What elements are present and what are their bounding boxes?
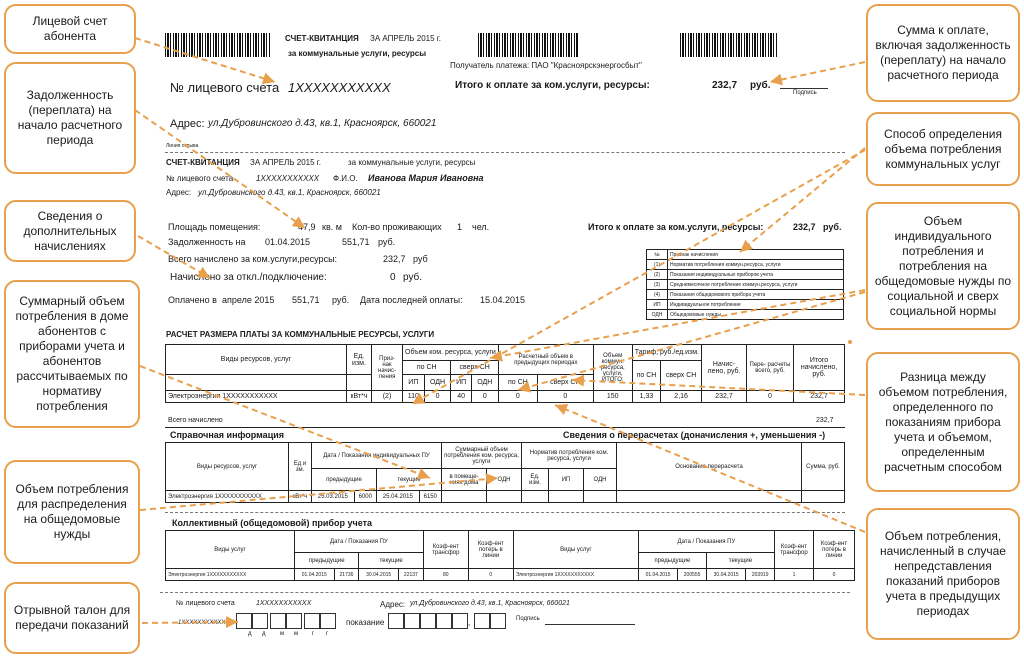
- legend-cell: (2): [647, 270, 668, 280]
- legend-table: [646, 249, 844, 320]
- reading-box-4[interactable]: [436, 613, 452, 629]
- disconnect-label: Начислено за откл./подключение:: [170, 272, 327, 283]
- coll-h-curr2: текущие: [706, 553, 774, 569]
- stub-account-value: 1XXXXXXXXXXX: [256, 600, 312, 607]
- coll-h-curr: текущие: [359, 553, 423, 569]
- calc-h-prev: Расчетный объем в предыдущих периодах: [498, 345, 593, 375]
- disconnect-unit: руб.: [403, 272, 423, 283]
- stub-account-label: № лицевого счета: [176, 600, 235, 607]
- calc-cell: кВт*ч: [347, 391, 372, 403]
- coll-h-prev2: предыдущие: [638, 553, 706, 569]
- info-total-unit: руб.: [823, 222, 842, 232]
- calc-h-sn: по СН: [498, 375, 537, 391]
- ref-cell: [584, 491, 617, 503]
- coll-h-loss2: Коэф-ент потерь в линии: [814, 531, 855, 569]
- second-title: СЧЕТ-КВИТАНЦИЯ: [166, 158, 240, 167]
- area-label: Площадь помещения:: [168, 222, 261, 232]
- header-subtitle: за коммунальные услуги, ресурсы: [288, 49, 427, 58]
- second-subtitle: за коммунальные услуги, ресурсы: [348, 158, 476, 167]
- calc-cell: 0: [424, 391, 451, 403]
- calc-h-ip: ИП: [403, 375, 425, 391]
- payee: Получатель платежа: ПАО "Красноярскэнергосбыт": [450, 61, 642, 70]
- year-box-1[interactable]: [304, 613, 320, 629]
- legend-cell: Общедомовые нужды: [668, 310, 844, 320]
- ref-cell: [442, 491, 487, 503]
- calc-h-total-vol: Объем коммун. ресурса, услуги, ИТОГО:: [593, 345, 632, 391]
- calc-h-unit: Ед. изм.: [347, 345, 372, 375]
- arrow-7: [770, 62, 865, 82]
- info-total-value: 232,7: [793, 222, 816, 232]
- legend-cell: Среднемесячное потребление коммун.ресурса, услуги: [668, 280, 844, 290]
- month-box-1[interactable]: [270, 613, 286, 629]
- callout-missing-readings: Объем потребления, начисленный в случае непредставления показаний приборов учета в предыдущих периодах: [866, 508, 1020, 640]
- fio-label: Ф.И.О.: [333, 174, 358, 183]
- callout-additional: Сведения о дополнительных начислениях: [4, 200, 136, 262]
- callout-debt: Задолженность (переплата) на начало расчетного периода: [4, 62, 136, 174]
- calc-h-total: Итого начислено, руб.: [794, 345, 845, 391]
- ref-h-prev: предыдущие: [312, 469, 377, 491]
- coll-h-dates: Дата / Показания ПУ: [295, 531, 424, 553]
- ref-cell: 25.03.2015: [312, 491, 355, 503]
- callout-account: Лицевой счет абонента: [4, 4, 136, 54]
- stub-signature: Подпись: [516, 616, 540, 622]
- charged-unit: руб: [413, 254, 428, 264]
- coll-h-prev: предыдущие: [295, 553, 359, 569]
- calc-cell: 40: [451, 391, 471, 403]
- second-account-value: 1XXXXXXXXXXX: [256, 174, 320, 183]
- coll-cell: 21736: [334, 569, 359, 581]
- section-divider: [165, 512, 845, 513]
- barcode-1: [165, 33, 270, 57]
- reading-box-5[interactable]: [452, 613, 471, 629]
- calc-h-volume: Объем ком. ресурса, услуги: [403, 345, 499, 361]
- ref-h-dates: Дата / Показания индивидуальных ПУ: [312, 443, 442, 469]
- day-label: д: [248, 631, 252, 637]
- debt-unit: руб.: [378, 237, 396, 247]
- ref-cell: кВт*ч: [289, 491, 312, 503]
- header-address-value: ул.Дубровинского д.43, кв.1, Красноярск, 660021: [208, 118, 437, 129]
- area-unit: кв. м: [322, 222, 342, 232]
- debt-value: 551,71: [342, 237, 370, 247]
- calc-cell: 2,16: [661, 391, 702, 403]
- header-address-label: Адрес:: [170, 118, 205, 130]
- account-value: 1XXXXXXXXXXX: [288, 80, 391, 95]
- calc-cell: 150: [593, 391, 632, 403]
- day-box-1[interactable]: [236, 613, 252, 629]
- calc-h-by-sn: по СН: [403, 361, 451, 375]
- calc-h-ip: ИП: [451, 375, 471, 391]
- legend-cell: (1): [647, 260, 668, 270]
- header-total-label: Итого к оплате за ком.услуги, ресурсы:: [455, 80, 650, 91]
- month-label: м: [280, 631, 285, 637]
- calc-total-value: 232,7: [816, 417, 834, 424]
- last-pay-label: Дата последней оплаты:: [360, 295, 463, 305]
- ref-h-in-house: в помеще- ниях дома: [442, 469, 487, 491]
- calc-total-label: Всего начислено: [168, 417, 223, 424]
- readings-label: показание: [346, 618, 385, 627]
- fio-value: Иванова Мария Ивановна: [368, 173, 484, 183]
- legend-cell: Индивидуальное потребление: [668, 300, 844, 310]
- debt-label: Задолженность на: [168, 237, 246, 247]
- callout-individual: Объем индивидуального потребления и потребления на общедомовые нужды по социальной и сверх социальной нормы: [866, 202, 1020, 330]
- ref-table: [165, 442, 845, 503]
- coll-cell: 30.04.2015: [706, 569, 746, 581]
- calc-h-charged: Начис- лено, руб.: [702, 345, 747, 391]
- ref-h-reason: Основание перерасчета: [617, 443, 802, 491]
- calc-h-over: сверх СН: [537, 375, 593, 391]
- ref-h-norm-odn: ОДН: [584, 469, 617, 491]
- header-currency: руб.: [750, 80, 771, 91]
- barcode-2: [478, 33, 578, 57]
- header-signature: Подпись: [793, 90, 817, 96]
- reading-box-7[interactable]: [490, 613, 506, 629]
- stub-address-label: Адрес:: [380, 600, 406, 609]
- table-row: [166, 491, 845, 503]
- table-row: [166, 391, 845, 403]
- ref-h-unit: Ед и зм.: [289, 443, 312, 491]
- reading-comma: ,: [468, 618, 471, 627]
- coll-cell: 22137: [398, 569, 423, 581]
- paid-label: Оплачено в: [168, 295, 217, 305]
- legend-cell: Признак начисления: [668, 250, 844, 260]
- second-account-label: № лицевого счета: [166, 174, 234, 183]
- stub-cut-line: [160, 592, 850, 593]
- callout-stub: Отрывной талон для передачи показаний: [4, 582, 140, 654]
- coll-cell: 0: [468, 569, 513, 581]
- ref-h-ip: ИП: [549, 469, 584, 491]
- calc-table: [165, 344, 845, 403]
- coll-cell: 80: [423, 569, 468, 581]
- coll-h-loss: Коэф-ент потерь в линии: [468, 531, 513, 569]
- second-address-value: ул.Дубровинского д.43, кв.1, Красноярск, 660021: [198, 188, 381, 197]
- coll-cell: 203919: [746, 569, 775, 581]
- arrow-8a: [740, 148, 865, 252]
- ref-title: Справочная информация: [170, 430, 285, 440]
- calc-h-blank: [347, 375, 372, 391]
- calc-cell: 232,7: [702, 391, 747, 403]
- cut-line: [165, 152, 845, 153]
- callout-total-volume: Суммарный объем потребления в доме абонентов с приборами учета и абонентов рассчитываемых по нормативу потребления: [4, 280, 140, 428]
- ref-h-curr: текущие: [376, 469, 441, 491]
- legend-cell: Норматив потребления коммун.ресурса, услуги: [668, 260, 844, 270]
- ref-cell: [617, 491, 802, 503]
- residents-label: Кол-во проживающих: [352, 222, 442, 232]
- coll-cell: 01.04.2015: [295, 569, 335, 581]
- year-label: г: [312, 631, 315, 637]
- reading-box-6[interactable]: [474, 613, 490, 629]
- coll-h-coef2: Коэф-ент трансфор: [775, 531, 814, 569]
- calc-total-line: [165, 427, 845, 428]
- ref-h-amount: Сумма, руб.: [802, 443, 845, 491]
- calc-title: РАСЧЕТ РАЗМЕРА ПЛАТЫ ЗА КОММУНАЛЬНЫЕ РЕСУРСЫ, УСЛУГИ: [166, 330, 435, 339]
- paid-unit: руб.: [332, 295, 350, 305]
- ref-cell: 6150: [419, 491, 441, 503]
- calc-cell: 0: [537, 391, 593, 403]
- area-value: 47,9: [298, 222, 316, 232]
- header-title: СЧЕТ-КВИТАНЦИЯ: [285, 34, 359, 43]
- ref-cell: Электроэнергия 1XXXXXXXXXXX: [166, 491, 289, 503]
- table-row: [166, 569, 855, 581]
- calc-h-tariff-over: сверх СН: [661, 361, 702, 391]
- cut-line-label: Линия отрыва: [166, 143, 199, 149]
- ref-h-norm-unit: Ед. изм.: [522, 469, 549, 491]
- header-period: ЗА АПРЕЛЬ 2015 г.: [370, 34, 441, 43]
- disconnect-value: 0: [390, 272, 396, 283]
- calc-h-tariff-sn: по СН: [632, 361, 660, 391]
- legend-cell: Показания общедомового прибора учета: [668, 290, 844, 300]
- calc-cell: (2): [372, 391, 403, 403]
- ref-h-norm: Норматив потребления ком. ресурса, услуги: [522, 443, 617, 469]
- calc-cell: 1,33: [632, 391, 660, 403]
- callout-method: Способ определения объема потребления коммунальных услуг: [866, 112, 1020, 186]
- callout-amount-due: Сумма к оплате, включая задолженность (переплату) на начало расчетного периода: [866, 4, 1020, 102]
- stub-signature-line: [545, 624, 635, 625]
- legend-cell: (3): [647, 280, 668, 290]
- recalc-title: Сведения о перерасчетах (доначисления +, уменьшения -): [563, 430, 826, 440]
- ref-cell: [549, 491, 584, 503]
- ref-cell: 6000: [354, 491, 376, 503]
- header-total-value: 232,7: [712, 80, 738, 91]
- month-label: м: [294, 631, 299, 637]
- ref-h-odn: ОДН: [487, 469, 522, 491]
- barcode-3: [680, 33, 778, 57]
- calc-cell: 0: [471, 391, 498, 403]
- coll-cell: Электроэнергия 1XXXXXXXXXXX: [513, 569, 638, 581]
- coll-cell: 01.04.2015: [638, 569, 678, 581]
- calc-h-odn: ОДН: [471, 375, 498, 391]
- ref-cell: [487, 491, 522, 503]
- reading-box-3[interactable]: [420, 613, 436, 629]
- coll-h-dates2: Дата / Показания ПУ: [638, 531, 774, 553]
- ref-cell: [802, 491, 845, 503]
- debt-date: 01.04.2015: [265, 237, 311, 247]
- calc-h-blank: [166, 375, 347, 391]
- year-box-2[interactable]: [320, 613, 336, 629]
- calc-cell: Электроэнергия 1XXXXXXXXXXX: [166, 391, 347, 403]
- year-label: г: [326, 631, 329, 637]
- collective-title: Коллективный (общедомовой) прибор учета: [172, 518, 372, 528]
- calc-cell: 0: [498, 391, 537, 403]
- callout-difference: Разница между объемом потребления, определенного по показаниям прибора учета и объемом, определенным расчетным способом: [866, 352, 1020, 492]
- calc-h-recalc: Пере- расчеты всего, руб.: [747, 345, 794, 391]
- callout-odn-volume: Объем потребления для распределения на общедомовые нужды: [4, 460, 140, 564]
- calc-cell: 232,7: [794, 391, 845, 403]
- residents-value: 1: [457, 222, 463, 232]
- marker-dot: [848, 340, 852, 344]
- calc-h-odn: ОДН: [424, 375, 451, 391]
- coll-cell: 1: [775, 569, 814, 581]
- coll-h-service2: Виды услуг: [513, 531, 638, 569]
- paid-value: 551,71: [292, 295, 320, 305]
- calc-h-service: Виды ресурсов, услуг: [166, 345, 347, 375]
- ref-h-sum: Суммарный объем потребления ком. ресурса, услуги: [442, 443, 522, 469]
- reading-box-1[interactable]: [388, 613, 404, 629]
- calc-cell: 0: [747, 391, 794, 403]
- paid-month: апреле 2015: [222, 295, 275, 305]
- calc-h-tariff: Тариф, руб./ед.изм.: [632, 345, 701, 361]
- coll-h-service: Виды услуг: [166, 531, 295, 569]
- stub-account-short: 1XXXXXXXXXXX: [178, 620, 226, 626]
- collective-table: [165, 530, 855, 581]
- account-label: № лицевого счета: [170, 80, 280, 95]
- coll-cell: 200555: [678, 569, 707, 581]
- day-box-2[interactable]: [252, 613, 268, 629]
- calc-h-over-sn: сверх СН: [451, 361, 498, 375]
- charged-label: Всего начислено за ком.услуги,ресурсы:: [168, 254, 338, 264]
- ref-cell: 25.04.2015: [376, 491, 419, 503]
- charged-value: 232,7: [383, 254, 406, 264]
- reading-box-2[interactable]: [404, 613, 420, 629]
- legend-cell: (4): [647, 290, 668, 300]
- calc-h-sign: Приз- нак начис- ления: [372, 345, 403, 391]
- info-total-label: Итого к оплате за ком.услуги, ресурсы:: [588, 222, 764, 232]
- calc-cell: 110: [403, 391, 425, 403]
- legend-cell: ОДН: [647, 310, 668, 320]
- second-address-label: Адрес:: [166, 188, 192, 197]
- day-label: д: [262, 631, 266, 637]
- legend-cell: ИП: [647, 300, 668, 310]
- legend-cell: Показания индивидуальных приборов учета: [668, 270, 844, 280]
- second-period: ЗА АПРЕЛЬ 2015 г.: [250, 158, 321, 167]
- last-pay-date: 15.04.2015: [480, 295, 526, 305]
- signature-line: [780, 88, 828, 89]
- legend-cell: №: [647, 250, 668, 260]
- residents-unit: чел.: [472, 222, 490, 232]
- coll-h-coef: Коэф-ент трансфор: [423, 531, 468, 569]
- month-box-2[interactable]: [286, 613, 302, 629]
- coll-cell: 30.04.2015: [359, 569, 399, 581]
- ref-cell: [522, 491, 549, 503]
- stub-address-value: ул.Дубровинского д.43, кв.1, Красноярск, 660021: [410, 600, 570, 607]
- coll-cell: 0: [814, 569, 855, 581]
- coll-cell: Электроэнергия 1XXXXXXXXXXX: [166, 569, 295, 581]
- ref-h-service: Виды ресурсов, услуг: [166, 443, 289, 491]
